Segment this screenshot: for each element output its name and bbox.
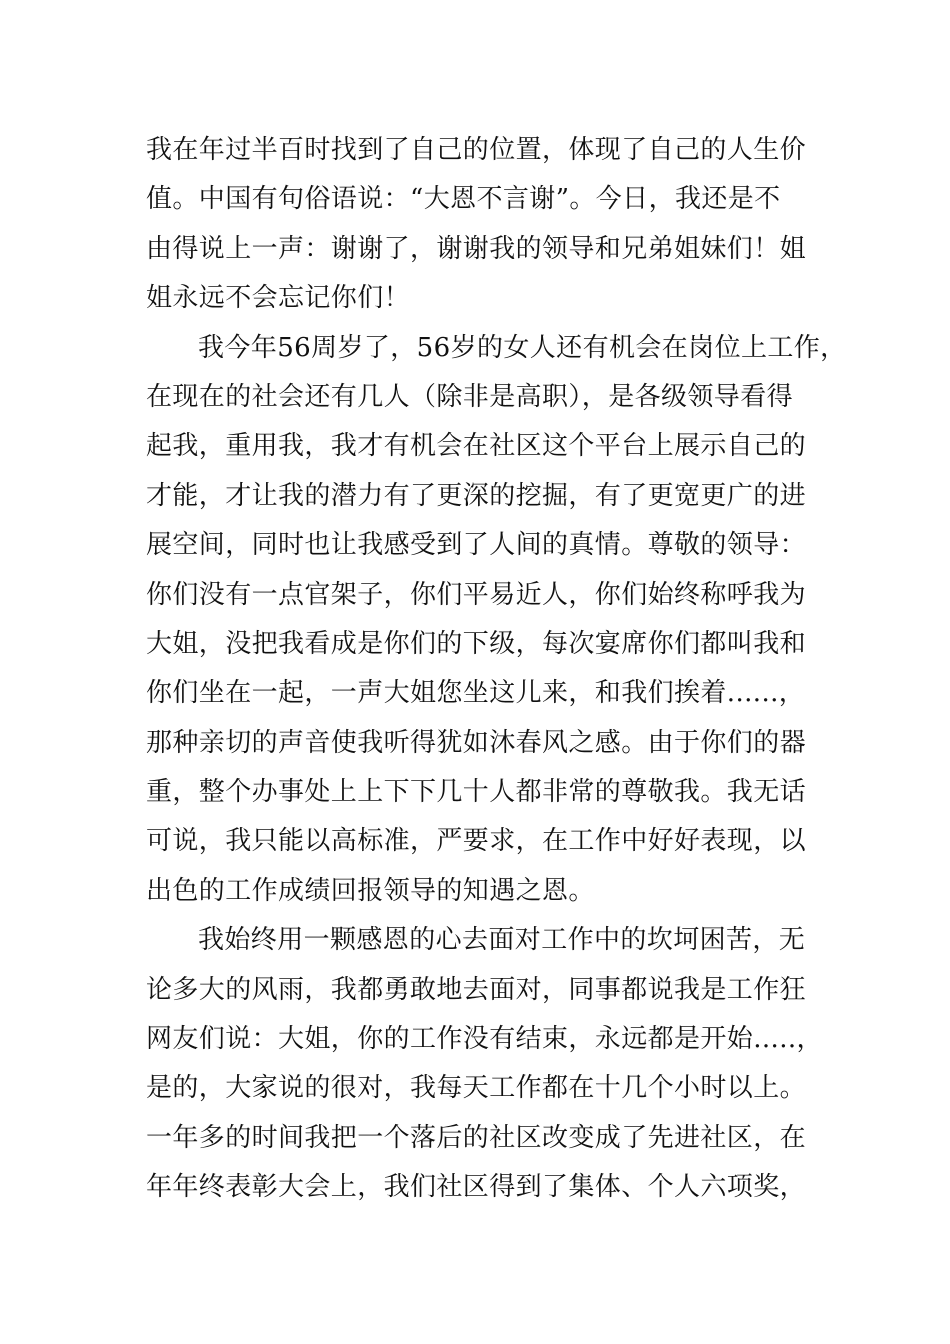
paragraph-1 [146,126,826,324]
text-line: 值。中国有句俗语说：“大恩不言谢”。今日，我还是不 [146,184,781,215]
text-line: 是的，大家说的很对，我每天工作都在十几个小时以上。 [146,1073,807,1104]
text-line: 网友们说：大姐，你的工作没有结束，永远都是开始.....， [146,1024,823,1055]
text-line: 我始终用一颗感恩的心去面对工作中的坎坷困苦，无 [198,925,806,956]
text-line: 你们没有一点官架子，你们平易近人，你们始终称呼我为 [146,579,807,610]
text-line: 大姐，没把我看成是你们的下级，每次宴席你们都叫我和 [146,628,807,659]
text-line: 在现在的社会还有几人（除非是高职），是各级领导看得 [146,381,794,412]
text-line: 我今年56周岁了，56岁的女人还有机会在岗位上工作， [198,332,847,363]
text-line: 出色的工作成绩回报领导的知遇之恩。 [146,875,595,906]
text-line: 姐永远不会忘记你们！ [146,283,411,314]
text-line: 由得说上一声：谢谢了，谢谢我的领导和兄弟姐妹们！姐 [146,233,807,264]
text-line: 你们坐在一起，一声大姐您坐这儿来，和我们挨着......， [146,678,806,709]
text-line: 年年终表彰大会上，我们社区得到了集体、个人六项奖， [146,1172,807,1203]
text-line: 重，整个办事处上上下下几十人都非常的尊敬我。我无话 [146,777,807,808]
text-line: 我在年过半百时找到了自己的位置，体现了自己的人生价 [146,135,807,165]
document-body [146,126,847,1213]
text-line: 论多大的风雨，我都勇敢地去面对，同事都说我是工作狂 [146,974,807,1005]
paragraph-3 [146,916,826,1212]
text-line: 可说，我只能以高标准，严要求，在工作中好好表现，以 [146,826,807,857]
text-line: 展空间，同时也让我感受到了人间的真情。尊敬的领导： [146,530,807,561]
text-line: 起我，重用我，我才有机会在社区这个平台上展示自己的 [146,431,807,462]
text-line: 才能，才让我的潜力有了更深的挖掘，有了更宽更广的进 [146,480,807,511]
text-line: 那种亲切的声音使我听得犹如沐春风之感。由于你们的器 [146,727,807,758]
text-line: 一年多的时间我把一个落后的社区改变成了先进社区，在 [146,1122,807,1153]
paragraph-2 [146,324,847,917]
